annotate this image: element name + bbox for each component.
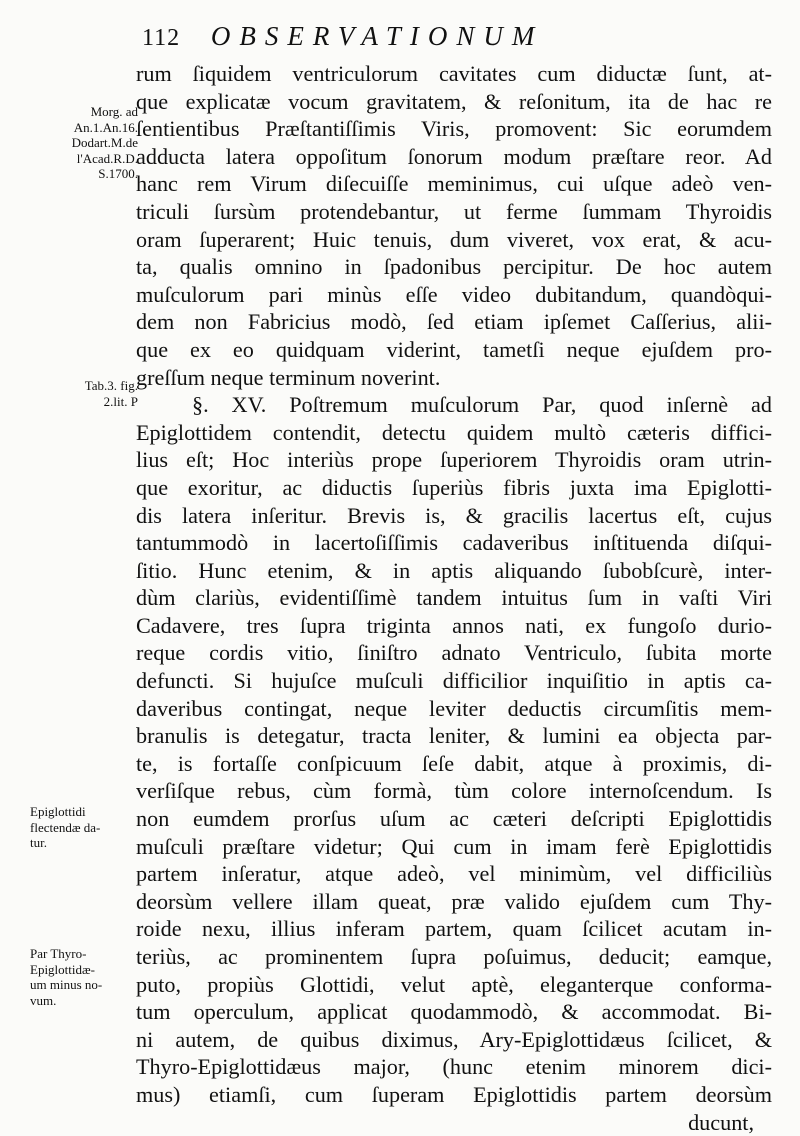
text-line: ni autem, de quibus diximus, Ary-Epiglottidæus ſcilicet, & (136, 1026, 772, 1052)
text-line: verſiſque rebus, cùm formà, tùm colore internoſcendum. Is (136, 778, 772, 804)
margin-note-line: Tab.3. fig. (84, 378, 138, 393)
margin-note-references (28, 104, 138, 182)
text-line: rum ſiquidem ventriculorum cavitates cum diductæ ſunt, at- (136, 61, 772, 86)
margin-note-muscle-pair (30, 946, 140, 1008)
text-line: dùm clariùs, evidentiſſimè tandem intuitus ſum in vaſti Viri (136, 585, 772, 611)
text-line: adducta latera oppoſitum ſonorum modum præſtare reor. Ad (136, 143, 772, 169)
margin-note-epiglottis (30, 804, 140, 851)
margin-note-figure (28, 378, 138, 409)
text-line: que exoritur, ac diductis ſuperiùs fibris juxta ima Epiglotti- (136, 474, 772, 500)
text-line: triculi ſursùm protendebantur, ut ferme ſummam Thyroidis (136, 198, 772, 224)
text-line: reque cordis vitio, ſiniſtro adnato Ventriculo, ſubita morte (136, 640, 772, 666)
text-line: oram ſuperarent; Huic tenuis, dum viveret, vox erat, & acu- (136, 226, 772, 252)
text-line: deorsùm vellere illam queat, præ valido ejuſdem cum Thy- (136, 888, 772, 914)
margin-note-line: Morg. ad (90, 104, 138, 119)
margin-note-line: Par Thyro- (30, 946, 87, 961)
margin-note-line: flectendæ da- (30, 819, 101, 835)
page-header (142, 20, 782, 54)
text-line: ſitio. Hunc etenim, & in aptis aliquando ſubobſcurè, inter- (136, 557, 772, 583)
text-line: hanc rem Virum diſecuiſſe meminimus, cui uſque adeò ven- (136, 171, 772, 197)
text-line: teriùs, ac prominentem ſupra poſuimus, deducit; eamque, (136, 944, 772, 969)
text-line: te, is fortaſſe conſpicuum ſeſe dabit, atque à proximis, di- (136, 750, 772, 776)
text-line: tantummodò in lacertoſiſſimis cadaveribus inſtituenda diſqui- (136, 530, 772, 556)
margin-note-line: 2.lit. P (103, 393, 138, 409)
text-line: mus) etiamſi, cum ſuperam Epiglottidis partem deorsùm (136, 1081, 772, 1107)
body-text (136, 60, 772, 1136)
text-line: Thyro-Epiglottidæus major, (hunc etenim minorem dici- (136, 1054, 772, 1080)
text-line: muſculi præſtare videtur; Qui cum in imam ferè Epiglottidis (136, 833, 772, 859)
margin-note-line: Epiglottidi (30, 804, 86, 819)
section-heading-line: §. XV. Poſtremum muſculorum Par, quod inſernè ad (192, 392, 772, 418)
margin-note-line: tur. (30, 835, 47, 850)
margin-note-line: l'Acad.R.D. (76, 150, 138, 166)
text-line: dem non Fabricius modò, ſed etiam ipſemet Caſſerius, alii- (136, 309, 772, 335)
margin-note-line: Dodart.M.de (71, 135, 138, 150)
margin-note-line: vum. (30, 992, 57, 1008)
text-line: ta, qualis omnino in ſpadonibus percipitur. De hoc autem (136, 254, 772, 280)
text-line: branulis is detegatur, tracta leniter, & lumini ea objecta par- (136, 723, 772, 749)
text-line: ſentientibus Præſtantiſſimis Viris, promovent: Sic eorumdem (136, 116, 772, 142)
catchword: ducunt, (688, 1109, 754, 1135)
text-line: lius eſt; Hoc interiùs prope ſuperiorem Thyroidis oram utrin- (136, 447, 772, 473)
margin-note-line: Epiglottidæ- (30, 961, 95, 977)
text-line: que ex eo quidquam viderint, tametſi neque ejuſdem pro- (136, 336, 772, 362)
margin-note-line: um minus no- (30, 977, 103, 992)
text-line: muſculorum pari minùs eſſe video dubitandum, quandòqui- (136, 281, 772, 307)
margin-note-line: S.1700. (98, 166, 138, 181)
text-line: daveribus contingat, neque leviter deductis circumſitis mem- (136, 695, 772, 721)
text-line: Cadavere, tres ſupra triginta annos nati, ex fungoſo durio- (136, 612, 772, 638)
text-line: puto, propiùs Glottidi, velut aptè, eleganterque conforma- (136, 971, 772, 997)
text-line: roide nexu, illius inferam partem, quam ſcilicet acutam in- (136, 916, 772, 942)
margin-note-line: An.1.An.16. (73, 119, 138, 135)
running-head: OBSERVATIONUM (210, 21, 544, 51)
text-line: Epiglottidem contendit, detectu quidem multò cæteris diffici- (136, 419, 772, 445)
page-number: 112 (142, 25, 181, 51)
text-line: dis latera inſeritur. Brevis is, & gracilis lacertus eſt, cujus (136, 502, 772, 528)
text-line: partem inſeratur, atque adeò, vel minimùm, vel difficiliùs (136, 861, 772, 887)
text-line: greſſum neque terminum noverint. (136, 364, 441, 390)
text-line: que explicatæ vocum gravitatem, & reſonitum, ita de hac re (136, 88, 772, 114)
text-line: defuncti. Si hujuſce muſculi difficilior inquiſitio in aptis ca- (136, 668, 772, 694)
text-line: tum operculum, applicat quodammodò, & accommodat. Bi- (136, 999, 772, 1025)
text-line: non eumdem prorſus uſum ac cæteri deſcripti Epiglottidis (136, 806, 772, 832)
